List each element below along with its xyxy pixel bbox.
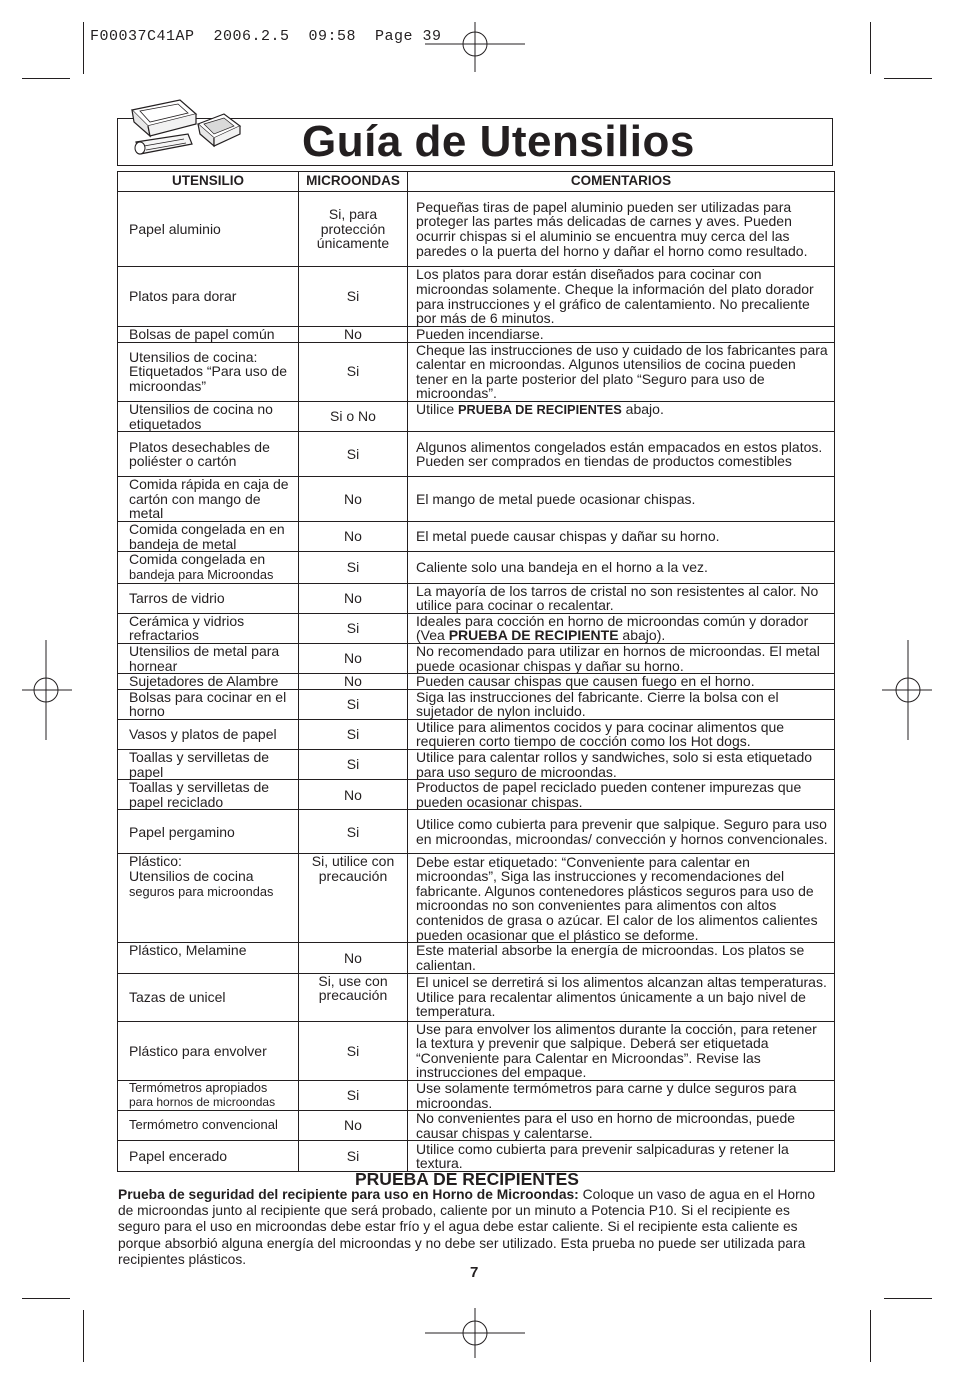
microwave-cell: Si, para protección únicamente [299, 192, 408, 267]
utensil-cell: Utensilios de cocina no etiquetados [118, 401, 299, 431]
microwave-cell: Si [299, 1081, 408, 1111]
registration-mark-icon [425, 22, 525, 72]
table-row [118, 719, 835, 749]
utensil-cell [118, 1081, 299, 1111]
microwave-cell: Si [299, 1141, 408, 1172]
table-row [118, 401, 835, 431]
microwave-cell: Si [299, 552, 408, 583]
utensil-text: Termómetros apropiados [129, 1081, 268, 1096]
microwave-cell: No [299, 583, 408, 613]
comment-cell: Use solamente termómetros para carne y dulce seguros para microondas. [408, 1081, 835, 1111]
comment-cell: La mayoría de los tarros de cristal no son resistentes al calor. No utilice para cocinar o recalentar. [408, 583, 835, 613]
paragraph-body: Coloque un vaso de agua en el Horno de microondas junto al recipiente que será probado, caliente por un minuto a Potencia P10. Si el recipiente es seguro para el uso en microondas debe estar frío y el agua debe estar caliente. Si el recipiente esta caliente es porque absorbió alguna energía del microondas y no debe ser utilizado. Esta prueba no puede ser utilizada para recipientes plásticos. [118, 1187, 816, 1267]
comment-cell [408, 613, 835, 643]
utensil-text: Comida congelada en [129, 551, 266, 568]
table-row [118, 192, 835, 267]
table-row [118, 327, 835, 343]
crop-mark [884, 78, 932, 79]
comment-text: abajo). [618, 627, 666, 644]
comment-cell: Pueden causar chispas que causen fuego en el horno. [408, 674, 835, 690]
utensil-text: bandeja para Microondas [129, 566, 274, 582]
table-row [118, 643, 835, 673]
table-row [118, 613, 835, 643]
section-heading: PRUEBA DE RECIPIENTES [355, 1169, 579, 1189]
comment-cell: No convenientes para el uso en horno de microondas, puede causar chispas y calentarse. [408, 1111, 835, 1141]
utensil-cell: Sujetadores de Alambre [118, 674, 299, 690]
microwave-cell: No [299, 643, 408, 673]
table-row [118, 1081, 835, 1111]
utensil-cell: Papel aluminio [118, 192, 299, 267]
crop-mark [22, 1298, 70, 1299]
comment-cell: Utilice para alimentos cocidos y para cocinar alimentos que requieren corto tiempo de cocción como los Hot dogs. [408, 719, 835, 749]
utensil-cell: Comida rápida en caja de cartón con mango de metal [118, 477, 299, 522]
column-header-microwave: MICROONDAS [299, 172, 408, 192]
utensil-cell: Papel encerado [118, 1141, 299, 1172]
comment-cell: Debe estar etiquetado: “Conveniente para calentar en microondas”, Siga las instrucciones y recomendaciones del fabricante. Algunos contenedores plásticos seguros para uso de microondas no son convenientes para alimentos con altos contenidos de grasa o azúcar. El calor de los alimentos calientes pueden ocasionar que el plástico se deforme. [408, 854, 835, 943]
table-row [118, 583, 835, 613]
microwave-cell: Si [299, 689, 408, 719]
crop-mark [870, 22, 871, 74]
microwave-cell: Si [299, 719, 408, 749]
table-header-row [118, 172, 835, 192]
microwave-cell: Si [299, 267, 408, 327]
comment-text: Ideales para cocción en horno de microondas común y dorador (Vea [416, 613, 809, 644]
utensil-cell: Toallas y servilletas de papel [118, 750, 299, 780]
paragraph-lead: Prueba de seguridad del recipiente para uso en Horno de Microondas: [118, 1187, 579, 1202]
utensil-cell: Utensilios de cocina: Etiquetados “Para uso de microondas” [118, 342, 299, 401]
utensil-cell [118, 854, 299, 943]
utensil-cell: Termómetro convencional [118, 1111, 299, 1141]
table-row [118, 522, 835, 552]
microwave-cell: Si, use con precaución [299, 973, 408, 1021]
microwave-cell: Si, utilice con precaución [299, 854, 408, 943]
table-row [118, 477, 835, 522]
table-row [118, 1021, 835, 1080]
container-test-reference: PRUEBA DE RECIPIENTE [448, 627, 619, 644]
crop-mark [83, 22, 84, 74]
microwave-cell: Si [299, 613, 408, 643]
utensil-cell: Tarros de vidrio [118, 583, 299, 613]
microwave-cell: No [299, 327, 408, 343]
comment-cell: El mango de metal puede ocasionar chispas. [408, 477, 835, 522]
comment-cell: Utilice para calentar rollos y sandwiches, solo si esta etiquetado para uso seguro de microondas. [408, 750, 835, 780]
registration-mark-icon [22, 640, 72, 740]
column-header-comments: COMENTARIOS [408, 172, 835, 192]
utensil-text: Utensilios de cocina [129, 868, 254, 885]
utensil-cell: Cerámica y vidrios refractarios [118, 613, 299, 643]
microwave-cell: Si [299, 1021, 408, 1080]
table-row [118, 432, 835, 477]
utensil-cell: Utensilios de metal para hornear [118, 643, 299, 673]
utensil-cell: Plástico para envolver [118, 1021, 299, 1080]
utensil-cell: Bolsas de papel común [118, 327, 299, 343]
table-row [118, 810, 835, 854]
comment-cell: Siga las instrucciones del fabricante. Cierre la bolsa con el sujetador de nylon incluido. [408, 689, 835, 719]
registration-mark-icon [882, 640, 932, 740]
column-header-utensil: UTENSILIO [118, 172, 299, 192]
utensil-cell: Papel pergamino [118, 810, 299, 854]
comment-cell: Utilice como cubierta para prevenir salpicaduras y retener la textura. [408, 1141, 835, 1172]
utensil-cell: Comida congelada en en bandeja de metal [118, 522, 299, 552]
table-row [118, 854, 835, 943]
utensil-text: para hornos de microondas [129, 1094, 276, 1109]
comment-cell: No recomendado para utilizar en hornos de microondas. El metal puede ocasionar chispas y dañar su horno. [408, 643, 835, 673]
comment-text: Utilice [416, 401, 459, 417]
print-header: F00037C41AP 2006.2.5 09:58 Page 39 [90, 28, 442, 45]
table-row [118, 267, 835, 327]
utensil-cell: Toallas y servilletas de papel reciclado [118, 780, 299, 810]
utensil-cell: Bolsas para cocinar en el horno [118, 689, 299, 719]
table-row [118, 1111, 835, 1141]
comment-cell: Pequeñas tiras de papel aluminio pueden ser utilizadas para proteger las partes más delicadas de carnes y aves. Pueden ocurrir chispas si el aluminio se encuentra muy cerca del las paredes o la puerta del horno y dañar el horno como resultado. [408, 192, 835, 267]
microwave-cell: No [299, 674, 408, 690]
utensil-cell: Platos desechables de poliéster o cartón [118, 432, 299, 477]
table-row [118, 780, 835, 810]
utensil-cell [118, 552, 299, 583]
container-test-paragraph [118, 1187, 834, 1268]
registration-mark-icon [425, 1308, 525, 1358]
table-row [118, 689, 835, 719]
microwave-cell: No [299, 943, 408, 973]
page-number: 7 [470, 1264, 479, 1281]
microwave-cell: No [299, 1111, 408, 1141]
microwave-cell: Si [299, 432, 408, 477]
comment-cell: El unicel se derretirá si los alimentos alcanzan altas temperaturas. Utilice para recalentar alimentos únicamente a un bajo nivel de temperatura. [408, 973, 835, 1021]
comment-cell: Este material absorbe la energía de microondas. Los platos se calientan. [408, 943, 835, 973]
table-row [118, 552, 835, 583]
microwave-cell: Si [299, 342, 408, 401]
comment-cell: Los platos para dorar están diseñados para cocinar con microondas solamente. Cheque la información del plato dorador para instrucciones y el gráfico de calentamiento. No precaliente por más de 6 minutos. [408, 267, 835, 327]
comment-cell: Utilice como cubierta para prevenir que salpique. Seguro para uso en microondas, microondas/ convección y hornos convencionales. [408, 810, 835, 854]
microwave-cell: No [299, 522, 408, 552]
comment-text: abajo. [621, 401, 664, 417]
table-row [118, 750, 835, 780]
utensil-cell: Plástico, Melamine [118, 943, 299, 973]
table-row [118, 674, 835, 690]
microwave-cell: Si [299, 750, 408, 780]
comment-cell: Cheque las instrucciones de uso y cuidado de los fabricantes para calentar en microondas. Algunos utensilios de cocina pueden tener en la parte posterior del plato “Seguro para uso de microondas”. [408, 342, 835, 401]
crop-mark [870, 1310, 871, 1362]
table-row [118, 943, 835, 973]
table-row [118, 342, 835, 401]
utensil-text: seguros para microondas [129, 883, 274, 899]
utensil-guide-table [117, 171, 835, 1172]
comment-cell: Pueden incendiarse. [408, 327, 835, 343]
table-row [118, 973, 835, 1021]
container-test-reference: PRUEBA DE RECIPIENTES [458, 401, 622, 417]
microwave-cell: Si o No [299, 401, 408, 431]
table-row [118, 1141, 835, 1172]
microwave-cell: Si [299, 810, 408, 854]
comment-cell: El metal puede causar chispas y dañar su horno. [408, 522, 835, 552]
comment-cell: Caliente solo una bandeja en el horno a la vez. [408, 552, 835, 583]
comment-cell [408, 401, 835, 431]
utensil-cell: Tazas de unicel [118, 973, 299, 1021]
comment-cell: Algunos alimentos congelados están empacados en estos platos. Pueden ser comprados en tiendas de productos comestibles [408, 432, 835, 477]
utensil-text: Plástico: [129, 853, 182, 870]
microwave-cell: No [299, 477, 408, 522]
crop-mark [884, 1298, 932, 1299]
crop-mark [83, 1310, 84, 1362]
microwave-cell: No [299, 780, 408, 810]
comment-cell: Productos de papel reciclado pueden contener impurezas que pueden ocasionar chispas. [408, 780, 835, 810]
comment-cell: Use para envolver los alimentos durante la cocción, para retener la textura y prevenir que salpique. Deberá ser etiquetada “Conveniente para Calentar en Microondas”. Revise las instrucciones del empaque. [408, 1021, 835, 1080]
page-title: Guía de Utensilios [302, 117, 695, 166]
cookware-illustration-icon [122, 96, 252, 168]
crop-mark [22, 78, 70, 79]
utensil-cell: Platos para dorar [118, 267, 299, 327]
utensil-cell: Vasos y platos de papel [118, 719, 299, 749]
